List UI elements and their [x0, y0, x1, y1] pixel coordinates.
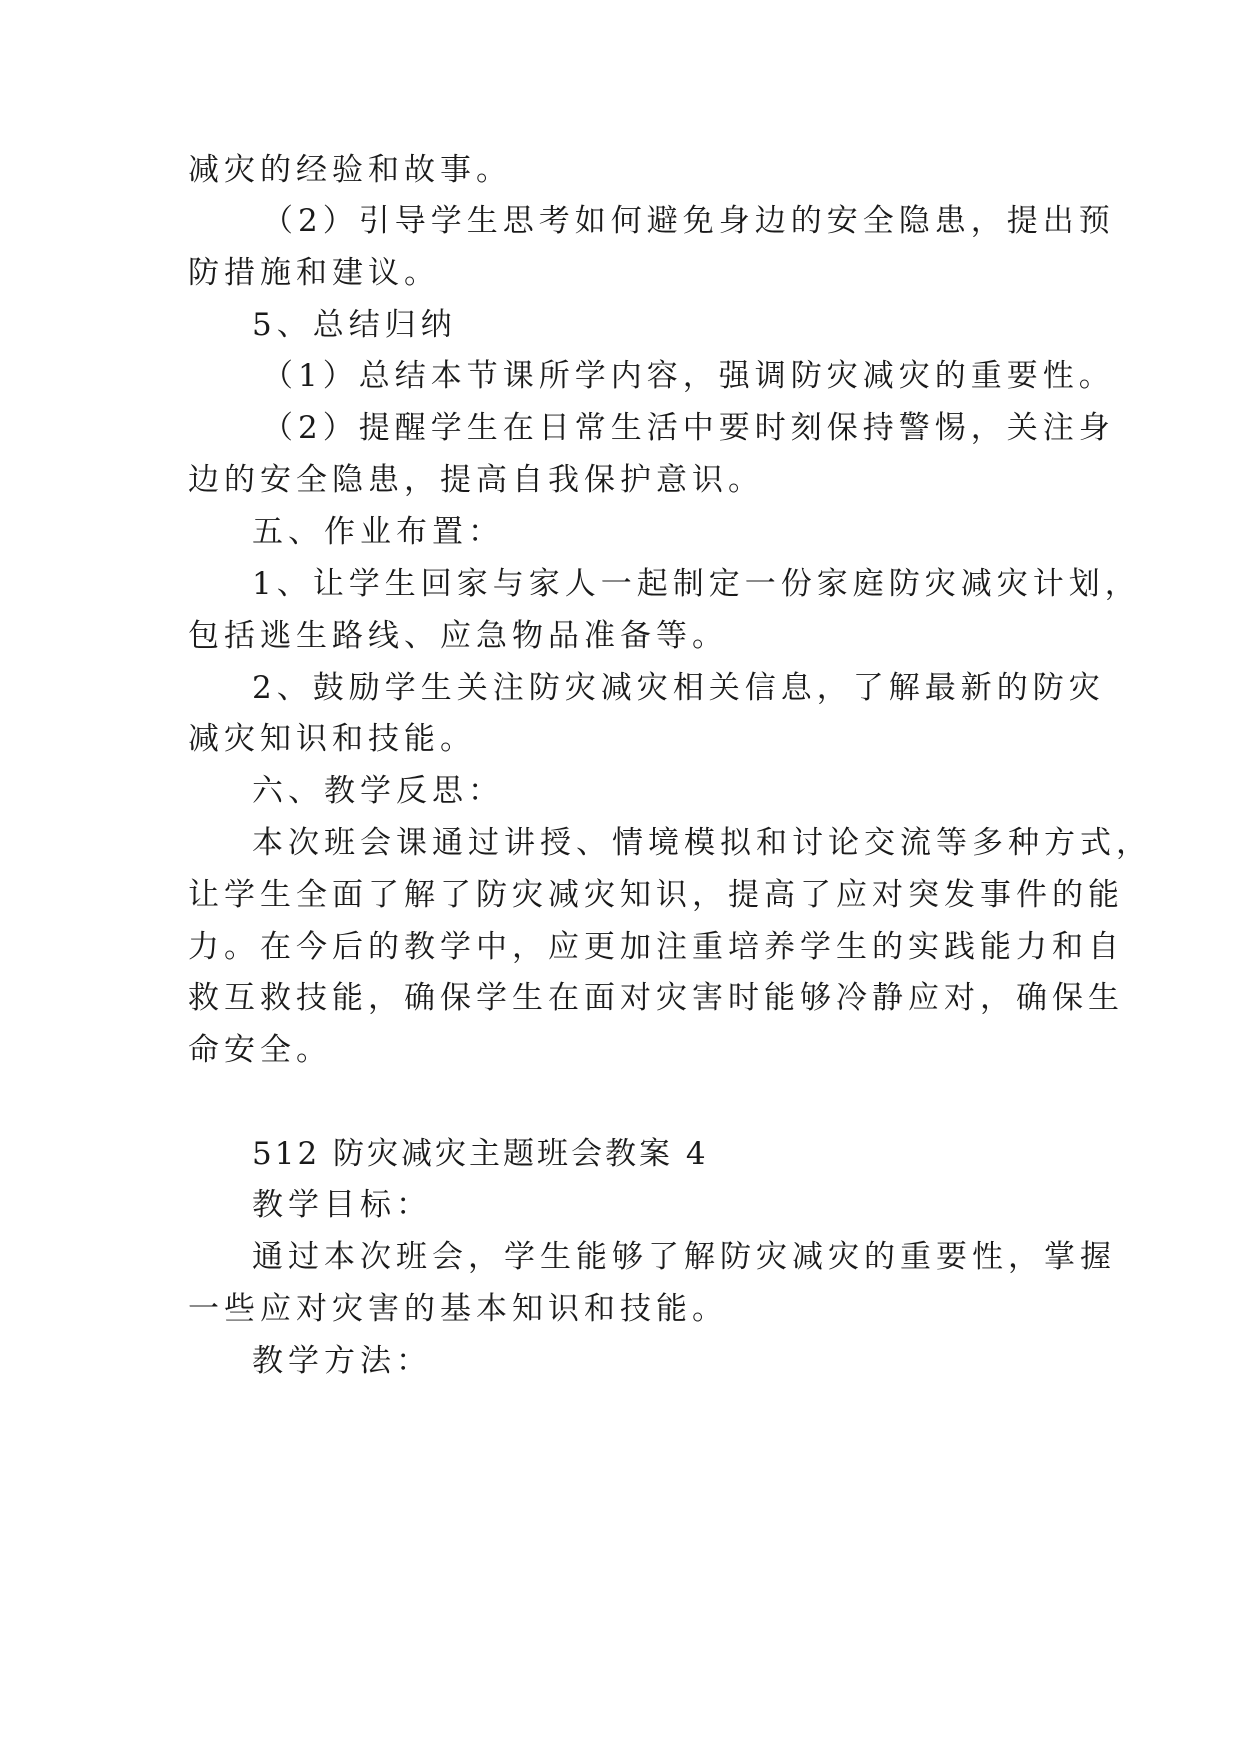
section-heading: 五、作业布置：	[252, 514, 504, 550]
text-line: 命安全。	[188, 1032, 332, 1068]
text-line: 2、鼓励学生关注防灾减灾相关信息，了解最新的防灾	[252, 670, 1105, 706]
text-line: 力。在今后的教学中，应更加注重培养学生的实践能力和自	[188, 929, 1124, 965]
text-line: 通过本次班会，学生能够了解防灾减灾的重要性，掌握	[252, 1239, 1116, 1275]
text-line: 边的安全隐患，提高自我保护意识。	[188, 462, 764, 498]
text-line: 救互救技能，确保学生在面对灾害时能够冷静应对，确保生	[188, 980, 1124, 1016]
text-line: （1）总结本节课所学内容，强调防灾减灾的重要性。	[262, 358, 1115, 394]
section-heading: 5、总结归纳	[252, 307, 457, 343]
text-line: 让学生全面了解了防灾减灾知识，提高了应对突发事件的能	[188, 877, 1124, 913]
section-heading: 六、教学反思：	[252, 773, 504, 809]
text-line: 防措施和建议。	[188, 255, 440, 291]
text-line: 包括逃生路线、应急物品准备等。	[188, 618, 728, 654]
section-heading: 教学方法：	[252, 1343, 432, 1379]
text-line: 减灾知识和技能。	[188, 721, 476, 757]
text-line: 本次班会课通过讲授、情境模拟和讨论交流等多种方式，	[252, 825, 1152, 861]
text-line: （2）提醒学生在日常生活中要时刻保持警惕，关注身	[262, 410, 1115, 446]
section-heading: 教学目标：	[252, 1187, 432, 1223]
text-line: 一些应对灾害的基本知识和技能。	[188, 1291, 728, 1327]
text-line: （2）引导学生思考如何避免身边的安全隐患，提出预	[262, 203, 1115, 239]
text-line: 1、让学生回家与家人一起制定一份家庭防灾减灾计划，	[252, 566, 1141, 602]
lesson-plan-title: 512 防灾减灾主题班会教案 4	[252, 1136, 709, 1172]
text-line: 减灾的经验和故事。	[188, 152, 512, 188]
